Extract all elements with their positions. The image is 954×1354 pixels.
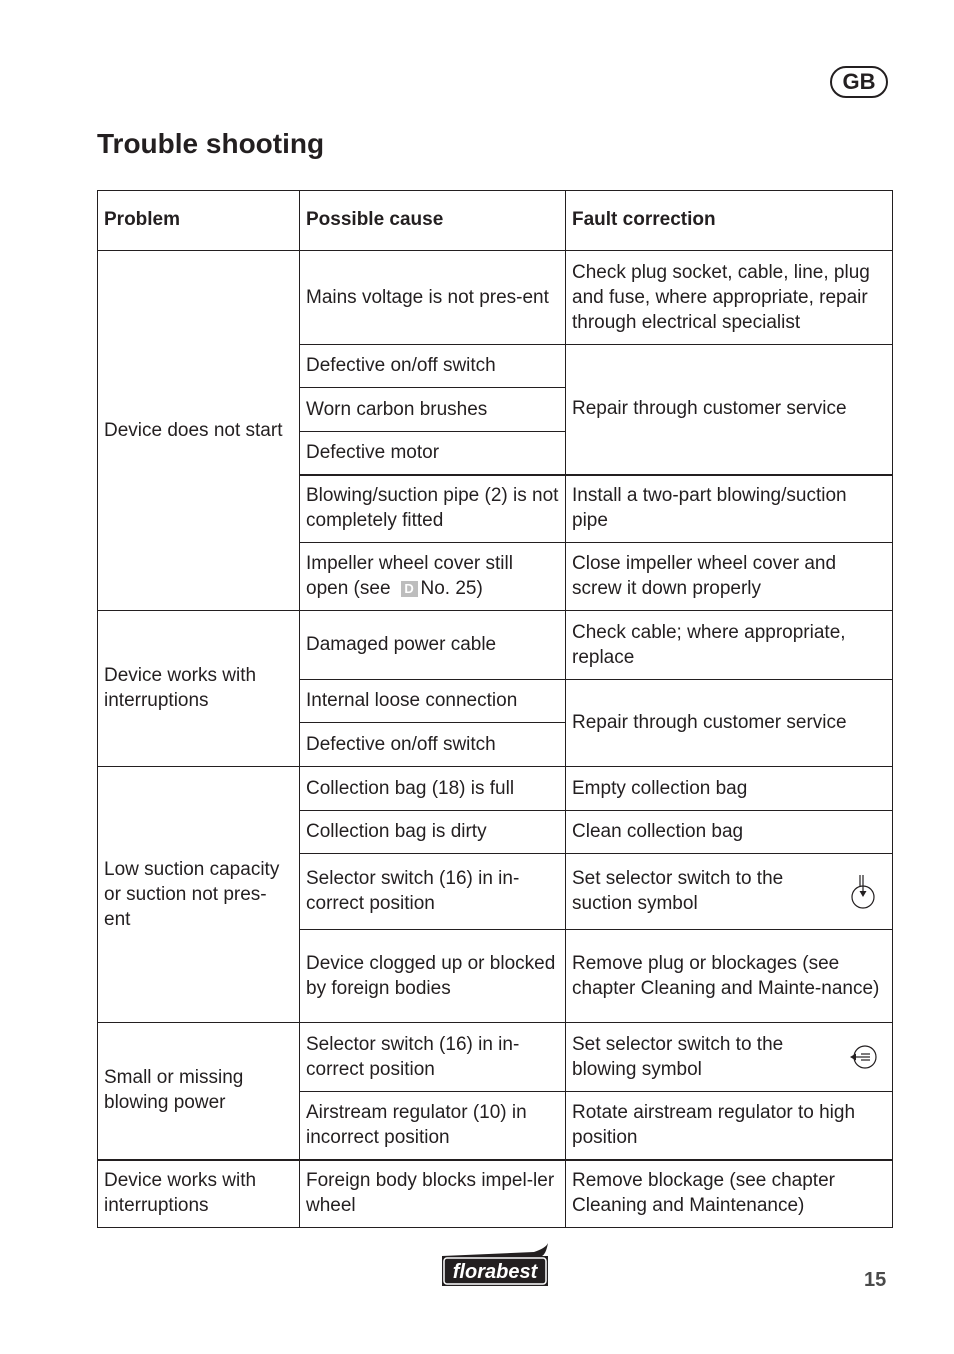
problem-cell: Device works with interruptions: [98, 611, 300, 767]
cause-cell: Foreign body blocks impel-ler wheel: [300, 1160, 566, 1228]
table-row: [98, 251, 893, 345]
correction-text: Set selector switch to the blowing symbol: [572, 1033, 784, 1080]
cause-cell: Blowing/suction pipe (2) is not completely fitted: [300, 475, 566, 543]
cause-cell: Defective on/off switch: [300, 723, 566, 767]
suction-symbol-icon: [848, 873, 878, 911]
correction-cell: Empty collection bag: [566, 767, 893, 811]
table-header-row: [98, 191, 893, 251]
cause-cell: Worn carbon brushes: [300, 388, 566, 432]
table-row: [98, 767, 893, 811]
correction-cell: Clean collection bag: [566, 811, 893, 854]
page-number: 15: [864, 1269, 887, 1291]
florabest-logo: [438, 1242, 552, 1290]
correction-cell: [566, 1023, 893, 1092]
correction-cell: Rotate airstream regulator to high position: [566, 1092, 893, 1160]
correction-cell: Repair through customer service: [566, 680, 893, 767]
page-title: Trouble shooting: [97, 128, 325, 159]
cause-cell: Defective on/off switch: [300, 345, 566, 388]
cause-cell: Internal loose connection: [300, 680, 566, 723]
language-badge: GB: [830, 66, 888, 98]
blowing-symbol-icon: [848, 1038, 878, 1076]
reference-d-icon: D: [401, 581, 418, 597]
cause-cell: Defective motor: [300, 432, 566, 475]
cause-cell: Selector switch (16) in in-correct position: [300, 854, 566, 930]
correction-text: Set selector switch to the suction symbol: [572, 868, 784, 914]
header-problem: Problem: [98, 191, 300, 251]
cause-cell: Device clogged up or blocked by foreign bodies: [300, 930, 566, 1023]
cause-text-ref: No. 25): [420, 578, 483, 599]
correction-cell: [566, 854, 893, 930]
cause-cell: Damaged power cable: [300, 611, 566, 680]
problem-cell: Small or missing blowing power: [98, 1023, 300, 1160]
troubleshooting-table: [97, 190, 893, 1228]
problem-cell: Device works with interruptions: [98, 1160, 300, 1228]
problem-cell: Low suction capacity or suction not pres-ent: [98, 767, 300, 1023]
table-row: [98, 1023, 893, 1092]
logo-text: florabest: [452, 1261, 538, 1283]
cause-cell: Selector switch (16) in in-correct position: [300, 1023, 566, 1092]
table-row: [98, 611, 893, 680]
correction-cell: Check plug socket, cable, line, plug and fuse, where appropriate, repair through electrical specialist: [566, 251, 893, 345]
correction-cell: Close impeller wheel cover and screw it down properly: [566, 543, 893, 611]
correction-cell: Check cable; where appropriate, replace: [566, 611, 893, 680]
correction-cell: Remove blockage (see chapter Cleaning and Maintenance): [566, 1160, 893, 1228]
cause-text: Impeller wheel cover still open (see: [306, 553, 513, 599]
correction-cell: Repair through customer service: [566, 345, 893, 475]
problem-cell: Device does not start: [98, 251, 300, 611]
header-possible-cause: Possible cause: [300, 191, 566, 251]
cause-cell: Collection bag is dirty: [300, 811, 566, 854]
header-fault-correction: Fault correction: [566, 191, 893, 251]
correction-cell: Install a two-part blowing/suction pipe: [566, 475, 893, 543]
cause-cell: Collection bag (18) is full: [300, 767, 566, 811]
cause-cell: Airstream regulator (10) in incorrect position: [300, 1092, 566, 1160]
correction-cell: Remove plug or blockages (see chapter Cleaning and Mainte-nance): [566, 930, 893, 1023]
table-row: [98, 1160, 893, 1228]
cause-cell: Mains voltage is not pres-ent: [300, 251, 566, 345]
cause-cell: [300, 543, 566, 611]
